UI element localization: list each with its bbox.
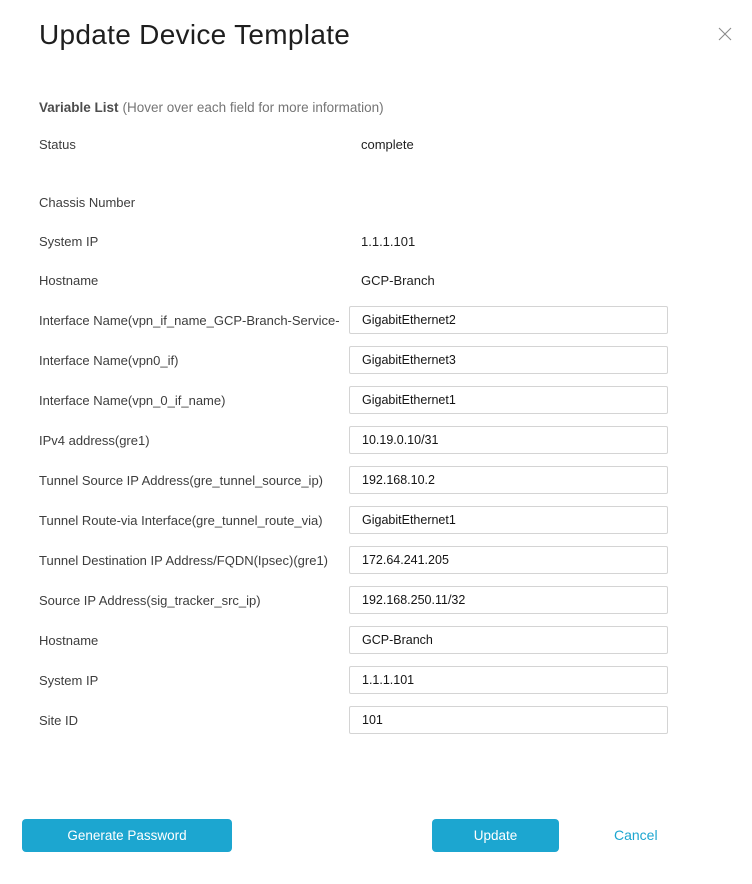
field-input[interactable]: [349, 386, 668, 414]
field-row: [0, 660, 752, 700]
close-button[interactable]: [714, 23, 736, 45]
field-value: GCP-Branch: [361, 273, 435, 288]
field-input[interactable]: [349, 346, 668, 374]
field-label: Tunnel Route-via Interface(gre_tunnel_route_via): [39, 512, 323, 528]
field-row: [0, 500, 752, 540]
field-label: IPv4 address(gre1): [39, 432, 150, 448]
generate-password-button[interactable]: Generate Password: [22, 819, 232, 852]
field-row: [0, 620, 752, 660]
row-spacer: [0, 164, 752, 183]
dialog-footer: [0, 819, 752, 853]
update-button[interactable]: Update: [432, 819, 559, 852]
field-row: [0, 460, 752, 500]
field-label: Interface Name(vpn_if_name_GCP-Branch-Service-: [39, 312, 340, 328]
field-input[interactable]: [349, 626, 668, 654]
field-row: [0, 261, 752, 300]
variable-list: [0, 125, 752, 740]
field-row: [0, 300, 752, 340]
field-row: [0, 380, 752, 420]
field-input[interactable]: [349, 306, 668, 334]
field-label: Chassis Number: [39, 195, 136, 210]
field-input[interactable]: [349, 426, 668, 454]
field-input[interactable]: [349, 546, 668, 574]
field-label: Hostname: [39, 273, 99, 288]
field-input[interactable]: [349, 666, 668, 694]
variable-list-title: Variable List: [39, 100, 119, 115]
field-row: [0, 540, 752, 580]
field-row: [0, 420, 752, 460]
field-row: [0, 125, 752, 164]
field-input[interactable]: [349, 586, 668, 614]
field-label: Hostname: [39, 632, 99, 648]
field-label: Interface Name(vpn0_if): [39, 352, 179, 368]
field-input[interactable]: [349, 706, 668, 734]
field-row: [0, 700, 752, 740]
field-input[interactable]: [349, 466, 668, 494]
field-input[interactable]: [349, 506, 668, 534]
field-label: Status: [39, 137, 76, 152]
variable-list-header: [39, 100, 752, 115]
variable-list-hint: (Hover over each field for more information): [122, 100, 384, 115]
field-label: Source IP Address(sig_tracker_src_ip): [39, 592, 261, 608]
field-row: [0, 183, 752, 222]
dialog-title: Update Device Template: [39, 19, 351, 50]
field-label: Tunnel Source IP Address(gre_tunnel_source_ip): [39, 472, 324, 488]
close-icon: [718, 27, 732, 41]
cancel-link[interactable]: Cancel: [614, 827, 658, 843]
field-label: System IP: [39, 234, 99, 249]
field-label: Interface Name(vpn_0_if_name): [39, 392, 226, 408]
field-label: Tunnel Destination IP Address/FQDN(Ipsec)(gre1): [39, 552, 329, 568]
field-value: complete: [361, 137, 414, 152]
field-row: [0, 580, 752, 620]
field-value: 1.1.1.101: [361, 234, 416, 249]
field-row: [0, 222, 752, 261]
field-label: System IP: [39, 672, 99, 688]
field-row: [0, 340, 752, 380]
field-label: Site ID: [39, 712, 79, 728]
